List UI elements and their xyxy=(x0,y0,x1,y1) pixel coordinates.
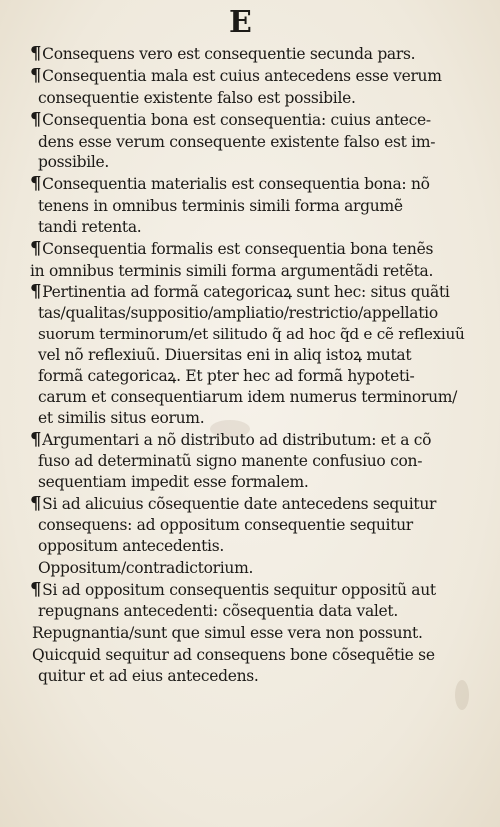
text-line: ¶Consequentia materialis est consequentia bona: nõ xyxy=(30,173,430,194)
text-line: Repugnantia/sunt que simul esse vera non possunt. xyxy=(32,624,423,642)
pilcrow-mark: ¶ xyxy=(30,238,42,259)
text-line: ¶Argumentari a nõ distributo ad distributum: et a cõ xyxy=(30,429,432,450)
text-line: ¶Consequentia formalis est consequentia bona tenẽs xyxy=(30,238,434,259)
text-line: tandi retenta. xyxy=(38,218,142,236)
text-line: tenens in omnibus terminis simili forma argumẽ xyxy=(38,197,403,215)
text-line: ¶Consequens vero est consequentie secunda pars. xyxy=(30,43,416,64)
text-line: Quicquid sequitur ad consequens bone cõsequẽtie se xyxy=(32,646,435,664)
text-line: possibile. xyxy=(38,153,110,171)
text-line: ¶Si ad oppositum consequentis sequitur oppositũ aut xyxy=(30,579,436,600)
text-line: sequentiam impedit esse formalem. xyxy=(38,473,309,491)
text-line: oppositum antecedentis. xyxy=(38,537,224,555)
text-line: ¶Si ad alicuius cõsequentie date antecedens sequitur xyxy=(30,493,437,514)
pilcrow-mark: ¶ xyxy=(30,43,42,64)
text-line: suorum terminorum/et silitudo q̃ ad hoc q̃d e cẽ reflexiuũ xyxy=(38,325,465,343)
signature-mark: E xyxy=(229,5,252,40)
text-line: ¶Consequentia bona est consequentia: cuius antece- xyxy=(30,109,431,130)
text-line: ¶Pertinentia ad formã categoricaꝝ sunt hec: situs quãti xyxy=(30,281,450,302)
text-line: et similis situs eorum. xyxy=(38,409,205,427)
text-line: Oppositum/contradictorium. xyxy=(38,559,254,577)
text-line: consequens: ad oppositum consequentie sequitur xyxy=(38,516,413,534)
text-line: repugnans antecedenti: cõsequentia data valet. xyxy=(38,602,398,620)
text-line: vel nõ reflexiuũ. Diuersitas eni in aliq istoꝝ mutat xyxy=(38,346,412,364)
pilcrow-mark: ¶ xyxy=(30,579,42,600)
text-line: carum et consequentiarum idem numerus terminorum/ xyxy=(38,388,458,406)
text-line: fuso ad determinatũ signo manente confusiuo con- xyxy=(38,452,423,470)
text-line: in omnibus terminis simili forma argumentãdi retẽta. xyxy=(30,262,434,280)
text-line: tas/qualitas/suppositio/ampliatio/restrictio/appellatio xyxy=(38,304,438,322)
pilcrow-mark: ¶ xyxy=(30,65,42,86)
text-line: formã categoricaꝝ. Et pter hec ad formã hypoteti- xyxy=(38,367,415,385)
text-line: quitur et ad eius antecedens. xyxy=(38,667,259,685)
pilcrow-mark: ¶ xyxy=(30,281,42,302)
paper-stain xyxy=(455,680,469,710)
pilcrow-mark: ¶ xyxy=(30,173,42,194)
text-line: consequentie existente falso est possibile. xyxy=(38,89,356,107)
text-line: ¶Consequentia mala est cuius antecedens esse verum xyxy=(30,65,442,86)
pilcrow-mark: ¶ xyxy=(30,429,42,450)
pilcrow-mark: ¶ xyxy=(30,109,42,130)
pilcrow-mark: ¶ xyxy=(30,493,42,514)
text-line: dens esse verum consequente existente falso est im- xyxy=(38,133,436,151)
